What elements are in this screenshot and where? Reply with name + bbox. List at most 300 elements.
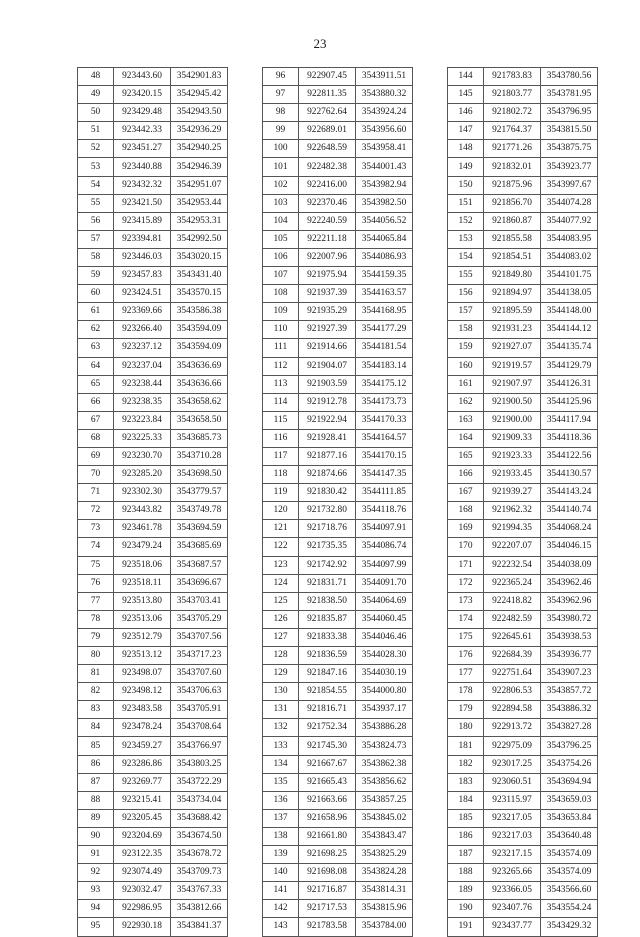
point-number-cell: 183 [448, 773, 484, 791]
y-coordinate-cell: 3543685.73 [171, 429, 228, 447]
y-coordinate-cell: 3543886.32 [541, 701, 598, 719]
y-coordinate-cell: 3542936.29 [171, 122, 228, 140]
x-coordinate-cell: 921732.80 [299, 502, 356, 520]
table-row [78, 140, 228, 158]
table-row [448, 683, 598, 701]
x-coordinate-cell: 921860.87 [484, 212, 541, 230]
x-coordinate-cell: 921745.30 [299, 737, 356, 755]
point-number-cell: 66 [78, 393, 114, 411]
point-number-cell: 77 [78, 592, 114, 610]
x-coordinate-cell: 922975.09 [484, 737, 541, 755]
x-coordinate-cell: 921928.41 [299, 429, 356, 447]
y-coordinate-cell: 3542953.44 [171, 194, 228, 212]
y-coordinate-cell: 3544086.93 [356, 248, 413, 266]
point-number-cell: 186 [448, 827, 484, 845]
x-coordinate-cell: 921903.59 [299, 375, 356, 393]
x-coordinate-cell: 923217.15 [484, 846, 541, 864]
y-coordinate-cell: 3543784.00 [356, 918, 413, 936]
x-coordinate-cell: 923518.11 [114, 574, 171, 592]
y-coordinate-cell: 3542951.07 [171, 176, 228, 194]
point-number-cell: 144 [448, 68, 484, 86]
y-coordinate-cell: 3543857.25 [356, 791, 413, 809]
x-coordinate-cell: 923265.66 [484, 864, 541, 882]
x-coordinate-cell: 921875.96 [484, 176, 541, 194]
table-row [263, 701, 413, 719]
x-coordinate-cell: 921803.77 [484, 86, 541, 104]
point-number-cell: 161 [448, 375, 484, 393]
point-number-cell: 99 [263, 122, 299, 140]
table-row [448, 339, 598, 357]
point-number-cell: 96 [263, 68, 299, 86]
table-row [448, 610, 598, 628]
y-coordinate-cell: 3543710.28 [171, 447, 228, 465]
x-coordinate-cell: 921802.72 [484, 104, 541, 122]
table-row [448, 393, 598, 411]
x-coordinate-cell: 923437.77 [484, 918, 541, 936]
point-number-cell: 177 [448, 665, 484, 683]
x-coordinate-cell: 923223.84 [114, 411, 171, 429]
point-number-cell: 112 [263, 357, 299, 375]
y-coordinate-cell: 3544060.45 [356, 610, 413, 628]
point-number-cell: 165 [448, 447, 484, 465]
x-coordinate-cell: 923442.33 [114, 122, 171, 140]
table-row [78, 882, 228, 900]
x-coordinate-cell: 923074.49 [114, 864, 171, 882]
table-row [448, 502, 598, 520]
point-number-cell: 172 [448, 574, 484, 592]
y-coordinate-cell: 3543880.32 [356, 86, 413, 104]
y-coordinate-cell: 3543594.09 [171, 321, 228, 339]
table-row [448, 176, 598, 194]
x-coordinate-cell: 921783.83 [484, 68, 541, 86]
table-row [263, 809, 413, 827]
x-coordinate-cell: 921663.66 [299, 791, 356, 809]
point-number-cell: 113 [263, 375, 299, 393]
point-number-cell: 82 [78, 683, 114, 701]
y-coordinate-cell: 3543703.41 [171, 592, 228, 610]
x-coordinate-cell: 922684.39 [484, 647, 541, 665]
table-row [263, 755, 413, 773]
y-coordinate-cell: 3543705.91 [171, 701, 228, 719]
y-coordinate-cell: 3542945.42 [171, 86, 228, 104]
x-coordinate-cell: 921994.35 [484, 520, 541, 538]
y-coordinate-cell: 3544129.79 [541, 357, 598, 375]
point-number-cell: 156 [448, 285, 484, 303]
table-row [448, 574, 598, 592]
point-number-cell: 98 [263, 104, 299, 122]
table-row [448, 791, 598, 809]
point-number-cell: 153 [448, 230, 484, 248]
point-number-cell: 190 [448, 900, 484, 918]
table-row [263, 411, 413, 429]
table-row [78, 104, 228, 122]
y-coordinate-cell: 3543574.09 [541, 846, 598, 864]
x-coordinate-cell: 922811.35 [299, 86, 356, 104]
y-coordinate-cell: 3544046.15 [541, 538, 598, 556]
x-coordinate-cell: 921922.94 [299, 411, 356, 429]
table-row [78, 267, 228, 285]
y-coordinate-cell: 3543594.09 [171, 339, 228, 357]
y-coordinate-cell: 3543766.97 [171, 737, 228, 755]
y-coordinate-cell: 3543688.42 [171, 809, 228, 827]
y-coordinate-cell: 3544111.85 [356, 484, 413, 502]
table-row [263, 68, 413, 86]
table-row [448, 773, 598, 791]
point-number-cell: 72 [78, 502, 114, 520]
table-row [448, 104, 598, 122]
y-coordinate-cell: 3544097.99 [356, 556, 413, 574]
x-coordinate-cell: 922482.38 [299, 158, 356, 176]
point-number-cell: 78 [78, 610, 114, 628]
x-coordinate-cell: 922894.58 [484, 701, 541, 719]
point-number-cell: 107 [263, 267, 299, 285]
point-number-cell: 55 [78, 194, 114, 212]
y-coordinate-cell: 3543574.09 [541, 864, 598, 882]
y-coordinate-cell: 3542901.83 [171, 68, 228, 86]
x-coordinate-cell: 921909.33 [484, 429, 541, 447]
x-coordinate-cell: 921665.43 [299, 773, 356, 791]
table-row [263, 267, 413, 285]
point-number-cell: 93 [78, 882, 114, 900]
x-coordinate-cell: 921904.07 [299, 357, 356, 375]
y-coordinate-cell: 3543886.28 [356, 719, 413, 737]
point-number-cell: 88 [78, 791, 114, 809]
coordinates-table-3 [447, 67, 598, 937]
point-number-cell: 118 [263, 466, 299, 484]
table-row [448, 248, 598, 266]
point-number-cell: 59 [78, 267, 114, 285]
x-coordinate-cell: 923286.86 [114, 755, 171, 773]
x-coordinate-cell: 923205.45 [114, 809, 171, 827]
table-row [78, 321, 228, 339]
y-coordinate-cell: 3543636.69 [171, 357, 228, 375]
y-coordinate-cell: 3543958.41 [356, 140, 413, 158]
x-coordinate-cell: 922007.96 [299, 248, 356, 266]
point-number-cell: 91 [78, 846, 114, 864]
y-coordinate-cell: 3543707.56 [171, 628, 228, 646]
table-row [448, 466, 598, 484]
table-row [78, 339, 228, 357]
table-row [263, 176, 413, 194]
point-number-cell: 48 [78, 68, 114, 86]
point-number-cell: 108 [263, 285, 299, 303]
y-coordinate-cell: 3544170.15 [356, 447, 413, 465]
table-row [263, 719, 413, 737]
table-row [448, 212, 598, 230]
y-coordinate-cell: 3543767.33 [171, 882, 228, 900]
point-number-cell: 102 [263, 176, 299, 194]
x-coordinate-cell: 921742.92 [299, 556, 356, 574]
point-number-cell: 127 [263, 628, 299, 646]
coordinates-table-2 [262, 67, 413, 937]
table-row [263, 375, 413, 393]
point-number-cell: 71 [78, 484, 114, 502]
x-coordinate-cell: 923237.04 [114, 357, 171, 375]
y-coordinate-cell: 3544170.33 [356, 411, 413, 429]
y-coordinate-cell: 3543706.63 [171, 683, 228, 701]
point-number-cell: 76 [78, 574, 114, 592]
x-coordinate-cell: 922645.61 [484, 628, 541, 646]
x-coordinate-cell: 923478.24 [114, 719, 171, 737]
x-coordinate-cell: 922418.82 [484, 592, 541, 610]
x-coordinate-cell: 923513.80 [114, 592, 171, 610]
point-number-cell: 97 [263, 86, 299, 104]
y-coordinate-cell: 3543982.94 [356, 176, 413, 194]
x-coordinate-cell: 923415.89 [114, 212, 171, 230]
table-row [448, 592, 598, 610]
x-coordinate-cell: 922207.07 [484, 538, 541, 556]
point-number-cell: 111 [263, 339, 299, 357]
x-coordinate-cell: 921877.16 [299, 447, 356, 465]
point-number-cell: 70 [78, 466, 114, 484]
x-coordinate-cell: 921975.94 [299, 267, 356, 285]
table-row [263, 447, 413, 465]
table-row [78, 303, 228, 321]
table-row [448, 647, 598, 665]
point-number-cell: 103 [263, 194, 299, 212]
y-coordinate-cell: 3543780.56 [541, 68, 598, 86]
point-number-cell: 105 [263, 230, 299, 248]
y-coordinate-cell: 3543694.59 [171, 520, 228, 538]
point-number-cell: 116 [263, 429, 299, 447]
x-coordinate-cell: 923512.79 [114, 628, 171, 646]
y-coordinate-cell: 3544000.80 [356, 683, 413, 701]
table-row [78, 447, 228, 465]
point-number-cell: 104 [263, 212, 299, 230]
point-number-cell: 52 [78, 140, 114, 158]
y-coordinate-cell: 3542940.25 [171, 140, 228, 158]
table-row [448, 158, 598, 176]
point-number-cell: 142 [263, 900, 299, 918]
table-row [78, 285, 228, 303]
table-row [448, 719, 598, 737]
table-row [263, 864, 413, 882]
x-coordinate-cell: 923215.41 [114, 791, 171, 809]
x-coordinate-cell: 922232.54 [484, 556, 541, 574]
y-coordinate-cell: 3543586.38 [171, 303, 228, 321]
y-coordinate-cell: 3543429.32 [541, 918, 598, 936]
x-coordinate-cell: 923518.06 [114, 556, 171, 574]
table-row [263, 303, 413, 321]
y-coordinate-cell: 3544140.74 [541, 502, 598, 520]
y-coordinate-cell: 3544183.14 [356, 357, 413, 375]
point-number-cell: 75 [78, 556, 114, 574]
table-row [263, 484, 413, 502]
point-number-cell: 95 [78, 918, 114, 936]
table-row [78, 556, 228, 574]
y-coordinate-cell: 3543911.51 [356, 68, 413, 86]
x-coordinate-cell: 921914.66 [299, 339, 356, 357]
table-row [263, 737, 413, 755]
point-number-cell: 178 [448, 683, 484, 701]
table-row [448, 701, 598, 719]
x-coordinate-cell: 921698.08 [299, 864, 356, 882]
y-coordinate-cell: 3542953.31 [171, 212, 228, 230]
x-coordinate-cell: 921856.70 [484, 194, 541, 212]
point-number-cell: 120 [263, 502, 299, 520]
point-number-cell: 139 [263, 846, 299, 864]
x-coordinate-cell: 921833.38 [299, 628, 356, 646]
point-number-cell: 81 [78, 665, 114, 683]
table-row [78, 122, 228, 140]
point-number-cell: 167 [448, 484, 484, 502]
x-coordinate-cell: 921764.37 [484, 122, 541, 140]
x-coordinate-cell: 923237.12 [114, 339, 171, 357]
table-row [263, 321, 413, 339]
x-coordinate-cell: 923432.32 [114, 176, 171, 194]
x-coordinate-cell: 921855.58 [484, 230, 541, 248]
y-coordinate-cell: 3543570.15 [171, 285, 228, 303]
y-coordinate-cell: 3543980.72 [541, 610, 598, 628]
table-row [263, 574, 413, 592]
y-coordinate-cell: 3543936.77 [541, 647, 598, 665]
point-number-cell: 182 [448, 755, 484, 773]
x-coordinate-cell: 921658.96 [299, 809, 356, 827]
y-coordinate-cell: 3544086.74 [356, 538, 413, 556]
point-number-cell: 137 [263, 809, 299, 827]
x-coordinate-cell: 923429.48 [114, 104, 171, 122]
x-coordinate-cell: 921962.32 [484, 502, 541, 520]
y-coordinate-cell: 3543857.72 [541, 683, 598, 701]
y-coordinate-cell: 3543678.72 [171, 846, 228, 864]
point-number-cell: 176 [448, 647, 484, 665]
table-row [78, 68, 228, 86]
point-number-cell: 159 [448, 339, 484, 357]
y-coordinate-cell: 3544083.95 [541, 230, 598, 248]
x-coordinate-cell: 922416.00 [299, 176, 356, 194]
point-number-cell: 160 [448, 357, 484, 375]
x-coordinate-cell: 921832.01 [484, 158, 541, 176]
y-coordinate-cell: 3544068.24 [541, 520, 598, 538]
x-coordinate-cell: 923479.24 [114, 538, 171, 556]
y-coordinate-cell: 3544101.75 [541, 267, 598, 285]
x-coordinate-cell: 922806.53 [484, 683, 541, 701]
table-row [78, 248, 228, 266]
y-coordinate-cell: 3543687.57 [171, 556, 228, 574]
table-row [78, 176, 228, 194]
table-row [448, 556, 598, 574]
point-number-cell: 141 [263, 882, 299, 900]
y-coordinate-cell: 3544117.94 [541, 411, 598, 429]
x-coordinate-cell: 921835.87 [299, 610, 356, 628]
table-row [78, 628, 228, 646]
y-coordinate-cell: 3543962.96 [541, 592, 598, 610]
table-row [448, 520, 598, 538]
table-row [263, 610, 413, 628]
x-coordinate-cell: 922365.24 [484, 574, 541, 592]
table-row [78, 918, 228, 936]
point-number-cell: 64 [78, 357, 114, 375]
y-coordinate-cell: 3543856.62 [356, 773, 413, 791]
point-number-cell: 130 [263, 683, 299, 701]
y-coordinate-cell: 3543875.75 [541, 140, 598, 158]
point-number-cell: 54 [78, 176, 114, 194]
point-number-cell: 157 [448, 303, 484, 321]
coordinates-table-1 [77, 67, 228, 937]
x-coordinate-cell: 921900.00 [484, 411, 541, 429]
table-row [78, 411, 228, 429]
y-coordinate-cell: 3544001.43 [356, 158, 413, 176]
point-number-cell: 132 [263, 719, 299, 737]
y-coordinate-cell: 3544122.56 [541, 447, 598, 465]
x-coordinate-cell: 923230.70 [114, 447, 171, 465]
y-coordinate-cell: 3543781.95 [541, 86, 598, 104]
point-number-cell: 173 [448, 592, 484, 610]
point-number-cell: 87 [78, 773, 114, 791]
point-number-cell: 80 [78, 647, 114, 665]
point-number-cell: 164 [448, 429, 484, 447]
point-number-cell: 51 [78, 122, 114, 140]
x-coordinate-cell: 923457.83 [114, 267, 171, 285]
table-row [263, 248, 413, 266]
table-row [78, 357, 228, 375]
y-coordinate-cell: 3543020.15 [171, 248, 228, 266]
table-row [448, 122, 598, 140]
y-coordinate-cell: 3543843.47 [356, 827, 413, 845]
x-coordinate-cell: 922930.18 [114, 918, 171, 936]
x-coordinate-cell: 921900.50 [484, 393, 541, 411]
x-coordinate-cell: 923424.51 [114, 285, 171, 303]
point-number-cell: 175 [448, 628, 484, 646]
x-coordinate-cell: 921718.76 [299, 520, 356, 538]
x-coordinate-cell: 922689.01 [299, 122, 356, 140]
table-row [448, 267, 598, 285]
y-coordinate-cell: 3544091.70 [356, 574, 413, 592]
table-row [263, 86, 413, 104]
y-coordinate-cell: 3544181.54 [356, 339, 413, 357]
point-number-cell: 119 [263, 484, 299, 502]
table-row [448, 303, 598, 321]
y-coordinate-cell: 3543708.64 [171, 719, 228, 737]
y-coordinate-cell: 3543937.17 [356, 701, 413, 719]
table-row [78, 194, 228, 212]
x-coordinate-cell: 921874.66 [299, 466, 356, 484]
y-coordinate-cell: 3544138.05 [541, 285, 598, 303]
y-coordinate-cell: 3544177.29 [356, 321, 413, 339]
table-row [263, 502, 413, 520]
point-number-cell: 191 [448, 918, 484, 936]
table-row [78, 846, 228, 864]
y-coordinate-cell: 3544147.35 [356, 466, 413, 484]
point-number-cell: 162 [448, 393, 484, 411]
table-row [448, 140, 598, 158]
y-coordinate-cell: 3543956.60 [356, 122, 413, 140]
table-row [448, 918, 598, 936]
y-coordinate-cell: 3543707.60 [171, 665, 228, 683]
point-number-cell: 60 [78, 285, 114, 303]
point-number-cell: 148 [448, 140, 484, 158]
point-number-cell: 134 [263, 755, 299, 773]
table-row [448, 538, 598, 556]
y-coordinate-cell: 3543982.50 [356, 194, 413, 212]
point-number-cell: 158 [448, 321, 484, 339]
point-number-cell: 124 [263, 574, 299, 592]
x-coordinate-cell: 923420.15 [114, 86, 171, 104]
x-coordinate-cell: 921939.27 [484, 484, 541, 502]
point-number-cell: 171 [448, 556, 484, 574]
x-coordinate-cell: 921854.51 [484, 248, 541, 266]
x-coordinate-cell: 923366.05 [484, 882, 541, 900]
point-number-cell: 121 [263, 520, 299, 538]
point-number-cell: 151 [448, 194, 484, 212]
x-coordinate-cell: 921783.58 [299, 918, 356, 936]
point-number-cell: 73 [78, 520, 114, 538]
y-coordinate-cell: 3543814.31 [356, 882, 413, 900]
y-coordinate-cell: 3544028.30 [356, 647, 413, 665]
y-coordinate-cell: 3542946.39 [171, 158, 228, 176]
y-coordinate-cell: 3543640.48 [541, 827, 598, 845]
point-number-cell: 138 [263, 827, 299, 845]
